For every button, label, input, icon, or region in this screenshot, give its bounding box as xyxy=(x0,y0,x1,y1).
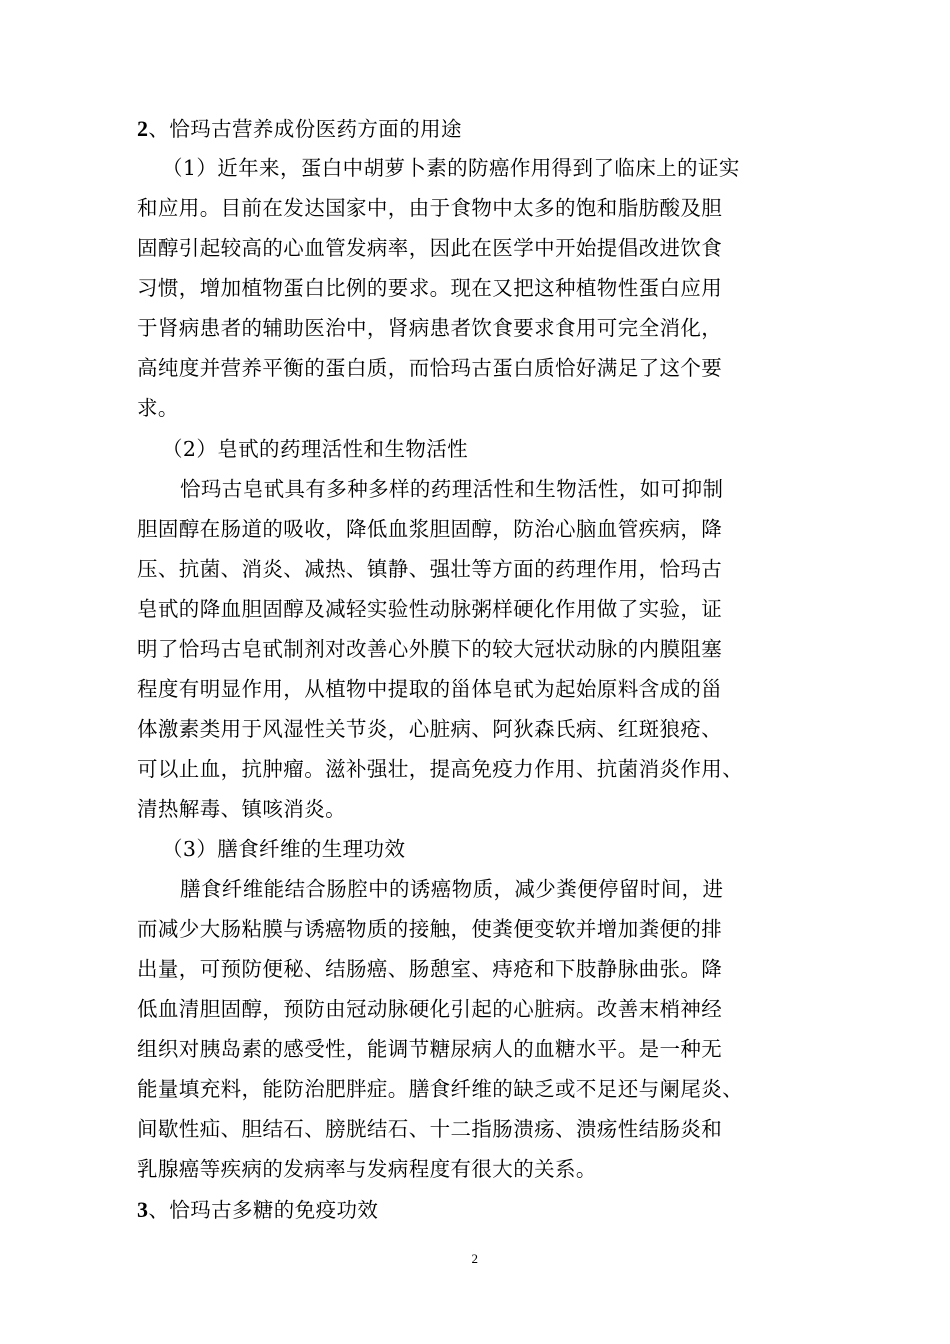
paragraph-line: 组织对胰岛素的感受性，能调节糖尿病人的血糖水平。是一种无 xyxy=(137,1037,723,1061)
paragraph-line: 于肾病患者的辅助医治中，肾病患者饮食要求食用可完全消化， xyxy=(137,316,723,340)
paragraph-line: 和应用。目前在发达国家中，由于食物中太多的饱和脂肪酸及胆 xyxy=(137,196,723,220)
paragraph-line: 高纯度并营养平衡的蛋白质，而恰玛古蛋白质恰好满足了这个要 xyxy=(137,356,723,380)
paragraph-line: 膳食纤维能结合肠腔中的诱癌物质，减少粪便停留时间，进 xyxy=(180,877,724,901)
paragraph-line: 明了恰玛古皂甙制剂对改善心外膜下的较大冠状动脉的内膜阻塞 xyxy=(137,637,723,661)
paragraph-line: 胆固醇在肠道的吸收，降低血浆胆固醇，防治心脑血管疾病，降 xyxy=(137,517,723,541)
paragraph-line: 恰玛古皂甙具有多种多样的药理活性和生物活性，如可抑制 xyxy=(180,477,724,501)
paragraph-line: 压、抗菌、消炎、减热、镇静、强壮等方面的药理作用，恰玛古 xyxy=(137,557,723,581)
paragraph-line: 固醇引起较高的心血管发病率，因此在医学中开始提倡改进饮食 xyxy=(137,236,723,260)
paragraph-line: 间歇性疝、胆结石、膀胱结石、十二指肠溃疡、溃疡性结肠炎和 xyxy=(137,1117,723,1141)
paragraph-line: 体激素类用于风湿性关节炎，心脏病、阿狄森氏病、红斑狼疮、 xyxy=(137,717,723,741)
paragraph-line: 清热解毒、镇咳消炎。 xyxy=(137,797,346,821)
page-number: 2 xyxy=(471,1251,479,1266)
paragraph-line: 乳腺癌等疾病的发病率与发病程度有很大的关系。 xyxy=(137,1157,597,1181)
paragraph-line: 程度有明显作用，从植物中提取的甾体皂甙为起始原料含成的甾 xyxy=(137,677,723,701)
paragraph-line: 可以止血，抗肿瘤。滋补强壮，提高免疫力作用、抗菌消炎作用、 xyxy=(137,757,744,781)
paragraph-line: 习惯，增加植物蛋白比例的要求。现在又把这种植物性蛋白应用 xyxy=(137,276,723,300)
subheading-1: （1）近年来，蛋白中胡萝卜素的防癌作用得到了临床上的证实 xyxy=(162,156,740,180)
section-heading-3: 3、恰玛古多糖的免疫功效 xyxy=(137,1197,379,1222)
section-heading-2: 2、恰玛古营养成份医药方面的用途 xyxy=(137,116,462,141)
paragraph-line: 求。 xyxy=(137,396,179,420)
subheading-3: （3）膳食纤维的生理功效 xyxy=(162,837,406,861)
paragraph-line: 出量，可预防便秘、结肠癌、肠憩室、痔疮和下肢静脉曲张。降 xyxy=(137,957,723,981)
subheading-2: （2）皂甙的药理活性和生物活性 xyxy=(162,437,469,461)
paragraph-line: 能量填充料，能防治肥胖症。膳食纤维的缺乏或不足还与阑尾炎、 xyxy=(137,1077,744,1101)
paragraph-line: 低血清胆固醇，预防由冠动脉硬化引起的心脏病。改善末梢神经 xyxy=(137,997,723,1021)
paragraph-line: 而减少大肠粘膜与诱癌物质的接触，使粪便变软并增加粪便的排 xyxy=(137,917,723,941)
paragraph-line: 皂甙的降血胆固醇及减轻实验性动脉粥样硬化作用做了实验，证 xyxy=(137,597,723,621)
